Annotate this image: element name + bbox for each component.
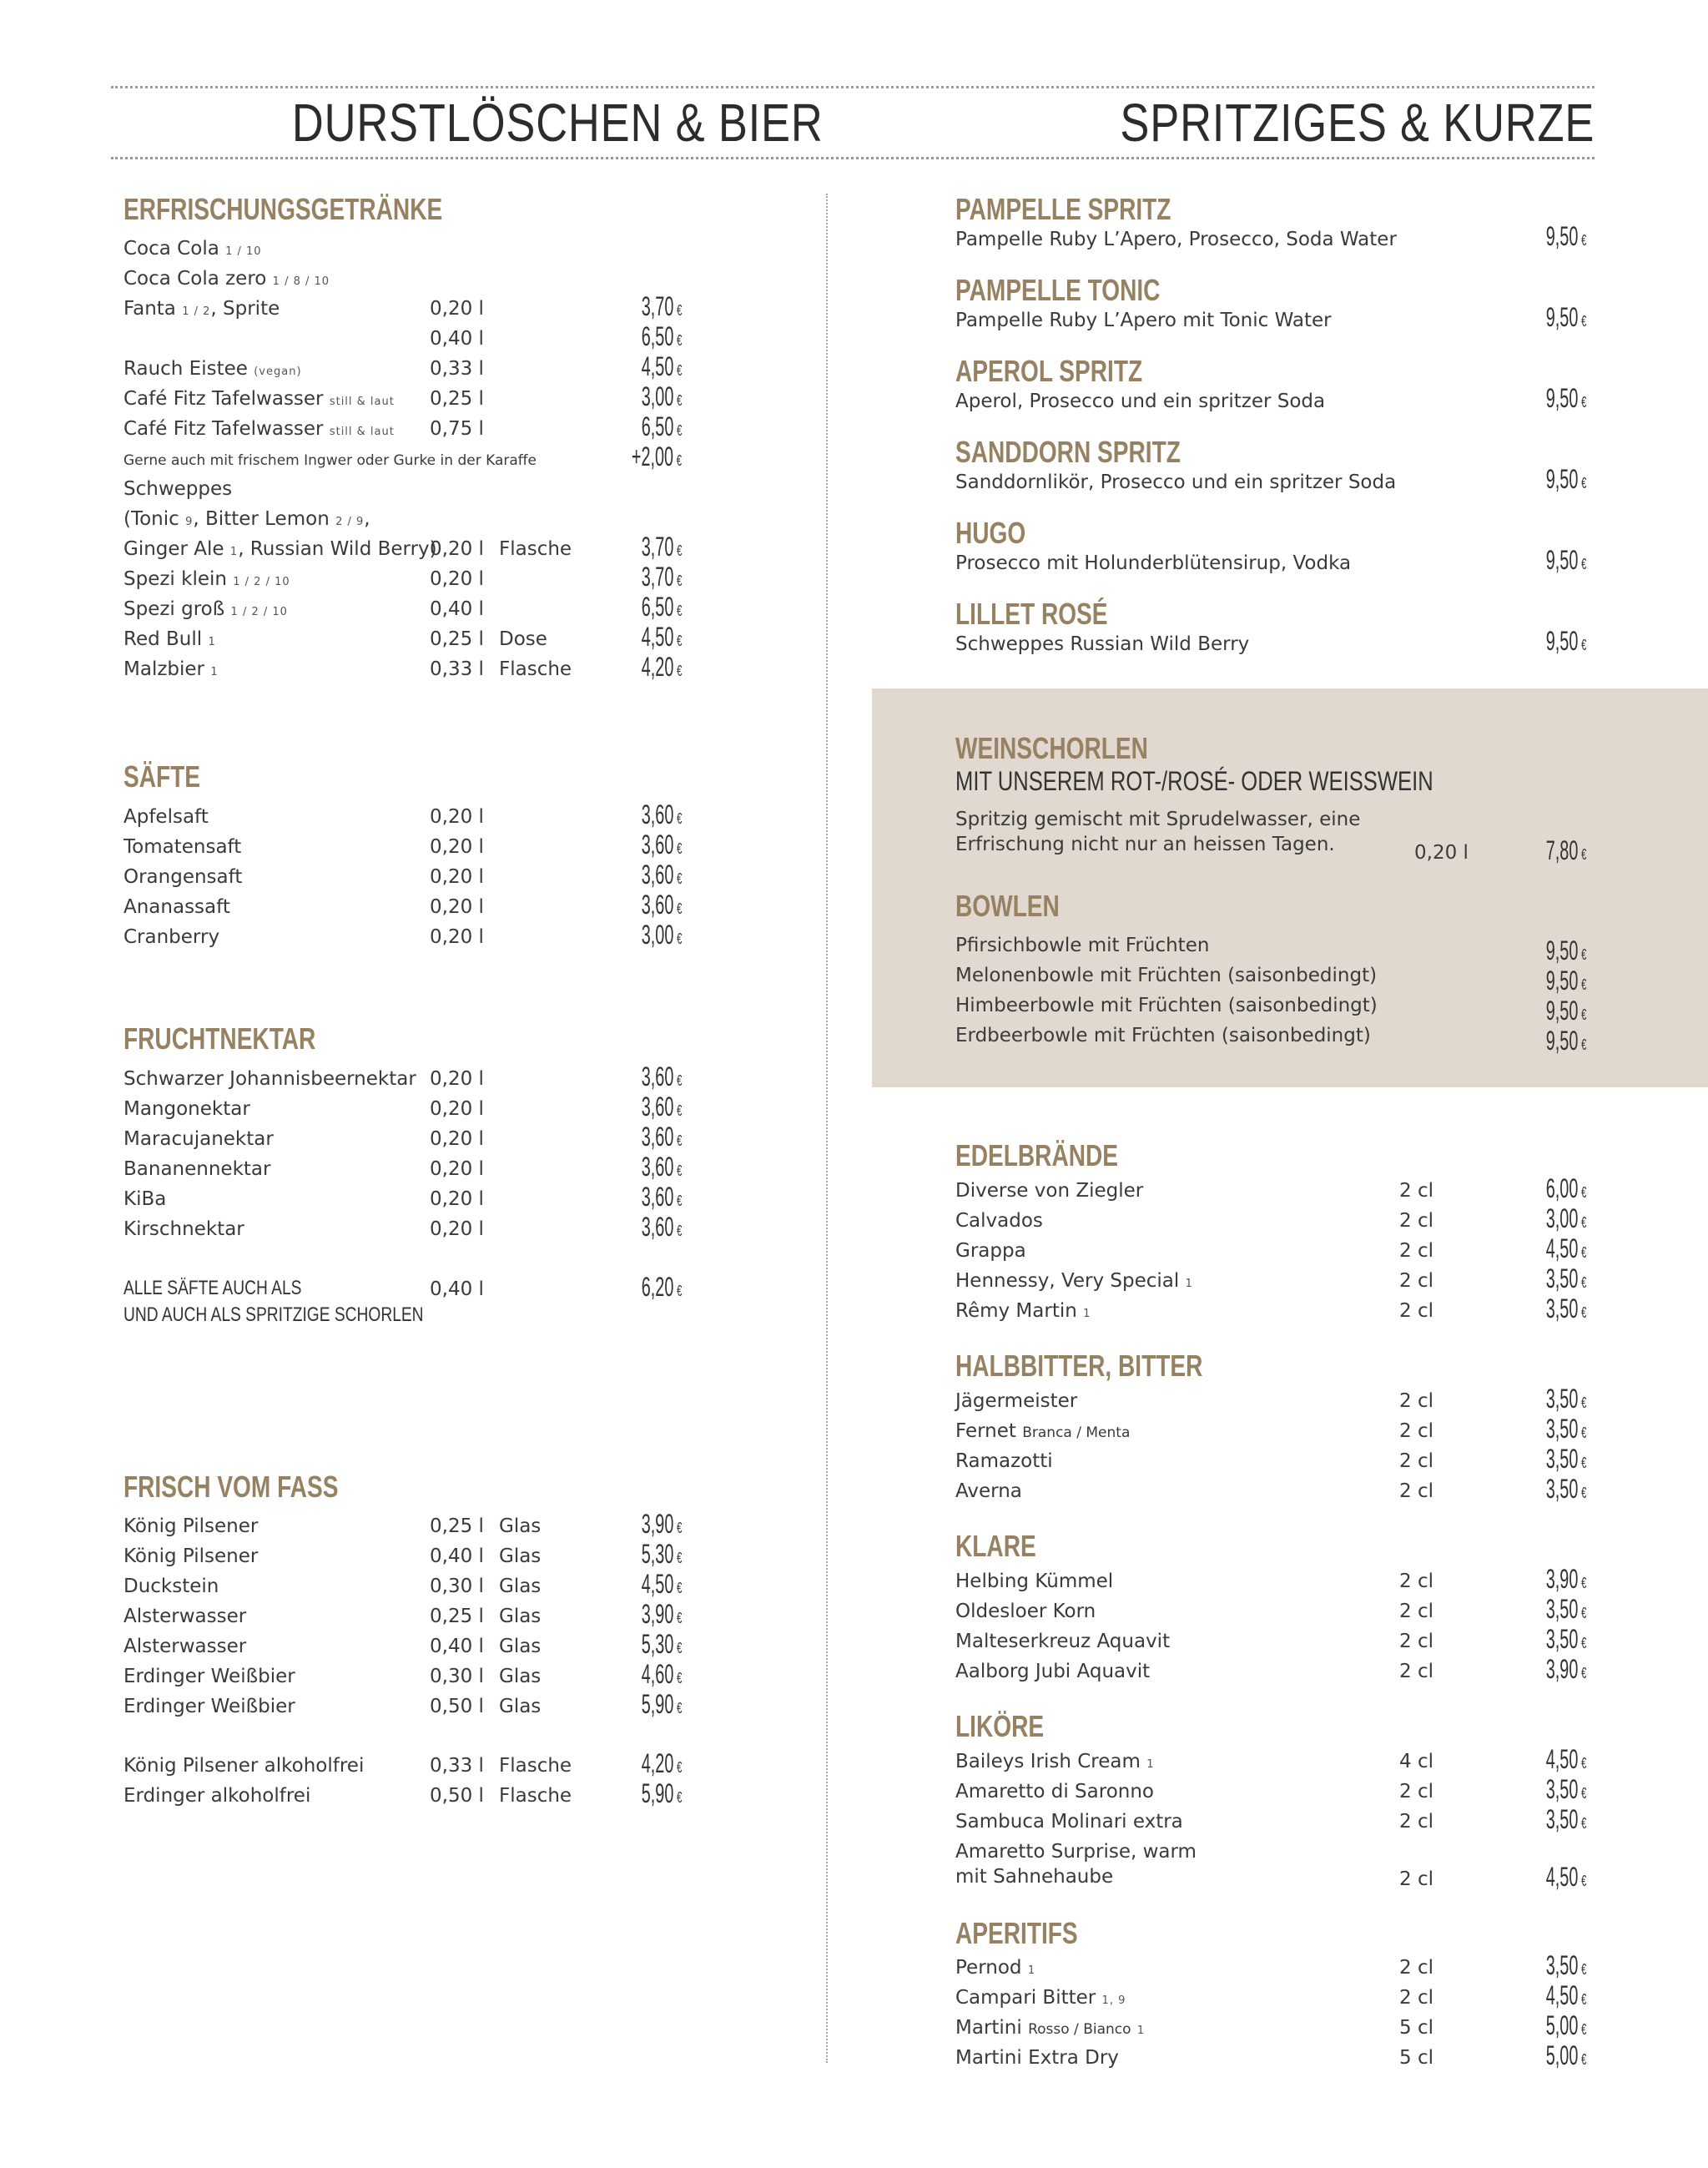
right-column-title: SPRITZIGES & KURZE — [1120, 93, 1595, 153]
item-price: 9,50 € — [1545, 966, 1586, 996]
item-volume: 0,20 l — [430, 836, 484, 858]
item-volume: 0,40 l — [430, 1545, 484, 1567]
menu-item: Ramazotti — [955, 1450, 1053, 1472]
section-title-saefte: SÄFTE — [123, 759, 201, 794]
item-price: 6,00 € — [1545, 1173, 1586, 1203]
item-price: 3,50 € — [1545, 1444, 1586, 1474]
menu-item: Oldesloer Korn — [955, 1601, 1096, 1622]
item-volume: 0,33 l — [430, 658, 484, 680]
weinschorlen-description: Spritzig gemischt mit Sprudelwasser, eine — [955, 809, 1361, 830]
item-volume: 0,30 l — [430, 1576, 484, 1597]
menu-item: Diverse von Ziegler — [955, 1180, 1144, 1202]
section-title-erfrischung: ERFRISCHUNGSGETRÄNKE — [123, 192, 443, 226]
drink-description: Aperol, Prosecco und ein spritzer Soda — [955, 391, 1326, 412]
menu-item: Schweppes — [123, 478, 233, 500]
menu-item: Fernet Branca / Menta — [955, 1420, 1131, 1442]
item-volume: 2 cl — [1399, 1390, 1433, 1412]
item-volume: 5 cl — [1399, 2017, 1433, 2039]
item-price: 3,60 € — [641, 1061, 682, 1092]
menu-item: Jägermeister — [955, 1390, 1078, 1412]
item-container: Glas — [499, 1576, 542, 1597]
item-price: 6,50 € — [641, 411, 682, 441]
item-price: 3,50 € — [1545, 1414, 1586, 1444]
section-title-halbbitter: HALBBITTER, BITTER — [955, 1349, 1203, 1383]
item-price: 4,50 € — [641, 1569, 682, 1599]
item-price: 4,50 € — [1545, 1233, 1586, 1263]
item-price: 3,60 € — [641, 1122, 682, 1152]
section-title-weinschorlen: WEINSCHORLEN — [955, 731, 1148, 765]
item-container: Glas — [499, 1636, 542, 1657]
menu-item: Mangonektar — [123, 1098, 250, 1120]
item-volume: 2 cl — [1399, 1420, 1433, 1442]
item-price: 9,50 € — [1545, 545, 1586, 575]
menu-item: Campari Bitter 1, 9 — [955, 1987, 1126, 2009]
menu-item: Pernod 1 — [955, 1957, 1036, 1979]
item-price: 5,90 € — [641, 1689, 682, 1719]
item-volume: 0,20 l — [430, 1188, 484, 1210]
menu-item: Rauch Eistee (vegan) — [123, 358, 302, 380]
item-price: 3,50 € — [1545, 1624, 1586, 1654]
item-price: 3,50 € — [1545, 1950, 1586, 1980]
item-price: 4,50 € — [1545, 1862, 1586, 1892]
menu-item: Alsterwasser — [123, 1606, 247, 1627]
item-price: 7,80 € — [1545, 835, 1586, 865]
section-title-sanddorn-spritz: SANDDORN SPRITZ — [955, 435, 1181, 469]
item-volume: 0,40 l — [430, 1636, 484, 1657]
menu-item: Amaretto Surprise, warm — [955, 1841, 1197, 1863]
section-title-hugo: HUGO — [955, 516, 1026, 550]
item-container: Flasche — [499, 538, 572, 560]
item-price: 3,60 € — [641, 829, 682, 860]
item-container: Glas — [499, 1666, 542, 1687]
menu-item: Erdinger Weißbier — [123, 1696, 295, 1717]
menu-item: Malteserkreuz Aquavit — [955, 1631, 1171, 1652]
item-price: 9,50 € — [1545, 464, 1586, 494]
item-volume: 2 cl — [1399, 1571, 1433, 1592]
menu-item: Ginger Ale 1, Russian Wild Berry) — [123, 538, 437, 560]
item-price: 3,90 € — [641, 1509, 682, 1539]
menu-item: Cranberry — [123, 926, 220, 948]
menu-item: (Tonic 9, Bitter Lemon 2 / 9, — [123, 508, 370, 530]
item-volume: 0,33 l — [430, 1755, 484, 1777]
menu-item: Fanta 1 / 2, Sprite — [123, 298, 280, 320]
item-volume: 0,25 l — [430, 1606, 484, 1627]
menu-item: Malzbier 1 — [123, 658, 219, 680]
item-price: 5,00 € — [1545, 2040, 1586, 2070]
menu-item: Red Bull 1 — [123, 628, 216, 650]
item-price: 5,90 € — [641, 1778, 682, 1808]
item-container: Glas — [499, 1606, 542, 1627]
item-container: Glas — [499, 1545, 542, 1567]
section-title-bowlen: BOWLEN — [955, 889, 1060, 923]
item-container: Flasche — [499, 1785, 572, 1807]
menu-item: Kirschnektar — [123, 1218, 244, 1240]
item-price: 3,50 € — [1545, 1594, 1586, 1624]
item-volume: 2 cl — [1399, 1601, 1433, 1622]
menu-item: Hennessy, Very Special 1 — [955, 1270, 1193, 1292]
menu-item: Coca Cola zero 1 / 8 / 10 — [123, 268, 330, 290]
item-price: 3,70 € — [641, 562, 682, 592]
item-price: 4,50 € — [1545, 1744, 1586, 1774]
weinschorlen-subtitle: MIT UNSEREM ROT-/ROSÉ- ODER WEISSWEIN — [955, 766, 1433, 796]
item-price: 3,90 € — [641, 1599, 682, 1629]
item-volume: 0,25 l — [430, 628, 484, 650]
item-price: 3,50 € — [1545, 1384, 1586, 1414]
menu-item: Helbing Kümmel — [955, 1571, 1114, 1592]
section-title-likoere: LIKÖRE — [955, 1709, 1045, 1743]
item-price: 9,50 € — [1545, 996, 1586, 1026]
item-price: 4,60 € — [641, 1659, 682, 1689]
drink-description: Pampelle Ruby L’Apero mit Tonic Water — [955, 310, 1332, 331]
item-container: Flasche — [499, 658, 572, 680]
item-volume: 0,40 l — [430, 328, 484, 350]
menu-item: Sambuca Molinari extra — [955, 1811, 1183, 1833]
drink-description: Schweppes Russian Wild Berry — [955, 633, 1250, 655]
item-volume: 2 cl — [1399, 1631, 1433, 1652]
item-volume: 0,20 l — [430, 1098, 484, 1120]
item-price: 3,60 € — [641, 860, 682, 890]
item-volume: 2 cl — [1399, 1300, 1433, 1322]
menu-item: Apfelsaft — [123, 806, 209, 828]
menu-item: König Pilsener alkoholfrei — [123, 1755, 365, 1777]
menu-item: Baileys Irish Cream 1 — [955, 1751, 1155, 1772]
menu-item: Erdinger alkoholfrei — [123, 1785, 311, 1807]
section-title-nektar: FRUCHTNEKTAR — [123, 1021, 316, 1056]
item-price: 3,60 € — [641, 890, 682, 920]
item-volume: 0,30 l — [430, 1666, 484, 1687]
item-price: 3,60 € — [641, 1212, 682, 1242]
item-volume: 0,20 l — [430, 1128, 484, 1150]
menu-item: Calvados — [955, 1210, 1043, 1232]
section-title-edelbraende: EDELBRÄNDE — [955, 1138, 1119, 1172]
item-volume: 0,20 l — [430, 866, 484, 888]
menu-item: Café Fitz Tafelwasser still & laut — [123, 418, 395, 440]
menu-item: Spezi klein 1 / 2 / 10 — [123, 568, 290, 590]
item-price: 3,70 € — [641, 532, 682, 562]
menu-item: König Pilsener — [123, 1515, 259, 1537]
item-volume: 0,40 l — [430, 598, 484, 620]
menu-item: Erdinger Weißbier — [123, 1666, 295, 1687]
item-price: +2,00 € — [631, 441, 682, 471]
item-price: 5,30 € — [641, 1539, 682, 1569]
item-volume: 2 cl — [1399, 1180, 1433, 1202]
section-title-fass: FRISCH VOM FASS — [123, 1470, 339, 1504]
drink-description: Pampelle Ruby L’Apero, Prosecco, Soda Water — [955, 229, 1397, 250]
menu-item: Martini Extra Dry — [955, 2047, 1119, 2069]
item-price: 3,00 € — [641, 381, 682, 411]
section-title-pampelle-spritz: PAMPELLE SPRITZ — [955, 192, 1171, 226]
item-price: 3,60 € — [641, 1182, 682, 1212]
menu-item: Bananennektar — [123, 1158, 271, 1180]
item-price: 5,30 € — [641, 1629, 682, 1659]
item-volume: 2 cl — [1399, 1868, 1433, 1890]
section-title-pampelle-tonic: PAMPELLE TONIC — [955, 273, 1161, 307]
item-volume: 0,20 l — [430, 1218, 484, 1240]
item-price: 3,60 € — [641, 799, 682, 829]
item-price: 5,00 € — [1545, 2010, 1586, 2040]
item-container: Glas — [499, 1696, 542, 1717]
item-volume: 0,20 l — [430, 568, 484, 590]
menu-item: Martini Rosso / Bianco 1 — [955, 2017, 1146, 2039]
item-price: 4,20 € — [641, 1748, 682, 1778]
item-volume: 2 cl — [1399, 1661, 1433, 1682]
item-price: 4,50 € — [641, 351, 682, 381]
menu-item: Ananassaft — [123, 896, 230, 918]
item-price: 3,70 € — [641, 291, 682, 321]
item-volume: 0,25 l — [430, 1515, 484, 1537]
item-volume: 0,33 l — [430, 358, 484, 380]
item-price: 3,00 € — [1545, 1203, 1586, 1233]
weinschorlen-description: Erfrischung nicht nur an heissen Tagen. — [955, 834, 1335, 855]
item-price: 6,50 € — [641, 592, 682, 622]
top-dotted-rule — [111, 86, 1595, 88]
item-volume: 0,20 l — [430, 806, 484, 828]
menu-item: Café Fitz Tafelwasser still & laut — [123, 388, 395, 410]
section-title-aperitifs: APERITIFS — [955, 1916, 1078, 1950]
item-container: Dose — [499, 628, 547, 650]
item-price: 3,50 € — [1545, 1474, 1586, 1504]
item-price: 3,60 € — [641, 1092, 682, 1122]
item-volume: 0,20 l — [1414, 842, 1469, 864]
menu-item: König Pilsener — [123, 1545, 259, 1567]
item-volume: 0,20 l — [430, 538, 484, 560]
item-price: 3,90 € — [1545, 1564, 1586, 1594]
item-price: 6,50 € — [641, 321, 682, 351]
item-price: 3,50 € — [1545, 1774, 1586, 1804]
menu-item: Himbeerbowle mit Früchten (saisonbedingt) — [955, 995, 1378, 1016]
item-volume: 2 cl — [1399, 1450, 1433, 1472]
item-volume: 0,20 l — [430, 1068, 484, 1090]
item-price: 3,50 € — [1545, 1263, 1586, 1293]
item-volume: 2 cl — [1399, 1811, 1433, 1833]
menu-item: KiBa — [123, 1188, 167, 1210]
item-price: 9,50 € — [1545, 221, 1586, 251]
item-price: 3,00 € — [641, 920, 682, 950]
item-volume: 0,40 l — [430, 1278, 484, 1300]
item-volume: 0,20 l — [430, 896, 484, 918]
item-price: 4,20 € — [641, 652, 682, 682]
menu-item: Pfirsichbowle mit Früchten — [955, 935, 1210, 956]
item-container: Glas — [499, 1515, 542, 1537]
item-volume: 0,20 l — [430, 1158, 484, 1180]
juice-note: ALLE SÄFTE AUCH ALS UND AUCH ALS SPRITZIGE SCHORLEN — [123, 1277, 424, 1326]
item-container: Flasche — [499, 1755, 572, 1777]
item-volume: 4 cl — [1399, 1751, 1433, 1772]
item-volume: 2 cl — [1399, 1210, 1433, 1232]
item-price: 9,50 € — [1545, 1026, 1586, 1056]
item-price: 3,50 € — [1545, 1804, 1586, 1834]
item-volume: 2 cl — [1399, 1480, 1433, 1502]
menu-item: Schwarzer Johannisbeernektar — [123, 1068, 416, 1090]
drink-description: Sanddornlikör, Prosecco und ein spritzer Soda — [955, 471, 1397, 493]
menu-item: Spezi groß 1 / 2 / 10 — [123, 598, 288, 620]
item-volume: 0,75 l — [430, 418, 484, 440]
menu-item: Alsterwasser — [123, 1636, 247, 1657]
item-volume: 0,25 l — [430, 388, 484, 410]
item-volume: 2 cl — [1399, 1957, 1433, 1979]
item-volume: 0,50 l — [430, 1785, 484, 1807]
item-volume: 2 cl — [1399, 1270, 1433, 1292]
item-price: 3,50 € — [1545, 1293, 1586, 1323]
section-title-lillet-rose: LILLET ROSÉ — [955, 597, 1108, 631]
item-volume: 2 cl — [1399, 1240, 1433, 1262]
item-price: 3,60 € — [641, 1152, 682, 1182]
section-title-klare: KLARE — [955, 1529, 1036, 1563]
left-column-title: DURSTLÖSCHEN & BIER — [291, 93, 824, 153]
menu-item: Coca Cola 1 / 10 — [123, 238, 262, 260]
item-price: 9,50 € — [1545, 626, 1586, 656]
menu-item: Aalborg Jubi Aquavit — [955, 1661, 1151, 1682]
item-price: 3,90 € — [1545, 1654, 1586, 1684]
item-volume: 0,20 l — [430, 298, 484, 320]
menu-item: Maracujanektar — [123, 1128, 274, 1150]
menu-item: Erdbeerbowle mit Früchten (saisonbedingt) — [955, 1025, 1371, 1046]
menu-note: Gerne auch mit frischem Ingwer oder Gurke in der Karaffe — [123, 452, 537, 469]
item-volume: 0,20 l — [430, 926, 484, 948]
item-price: 9,50 € — [1545, 302, 1586, 332]
menu-item: Tomatensaft — [123, 836, 242, 858]
item-price: 9,50 € — [1545, 935, 1586, 966]
item-price: 4,50 € — [641, 622, 682, 652]
menu-item: mit Sahnehaube — [955, 1866, 1114, 1888]
item-price: 9,50 € — [1545, 383, 1586, 413]
column-divider — [826, 194, 828, 2063]
header-dotted-rule — [111, 157, 1595, 159]
item-volume: 2 cl — [1399, 1987, 1433, 2009]
menu-item: Melonenbowle mit Früchten (saisonbedingt) — [955, 965, 1378, 986]
section-title-aperol-spritz: APEROL SPRITZ — [955, 354, 1143, 388]
item-volume: 0,50 l — [430, 1696, 484, 1717]
menu-item: Rêmy Martin 1 — [955, 1300, 1091, 1322]
item-volume: 2 cl — [1399, 1781, 1433, 1802]
menu-item: Grappa — [955, 1240, 1026, 1262]
item-price: 4,50 € — [1545, 1980, 1586, 2010]
menu-item: Duckstein — [123, 1576, 219, 1597]
drink-description: Prosecco mit Holunderblütensirup, Vodka — [955, 552, 1352, 574]
menu-item: Orangensaft — [123, 866, 243, 888]
item-price: 6,20 € — [641, 1272, 682, 1302]
menu-item: Amaretto di Saronno — [955, 1781, 1154, 1802]
menu-item: Averna — [955, 1480, 1022, 1502]
item-volume: 5 cl — [1399, 2047, 1433, 2069]
